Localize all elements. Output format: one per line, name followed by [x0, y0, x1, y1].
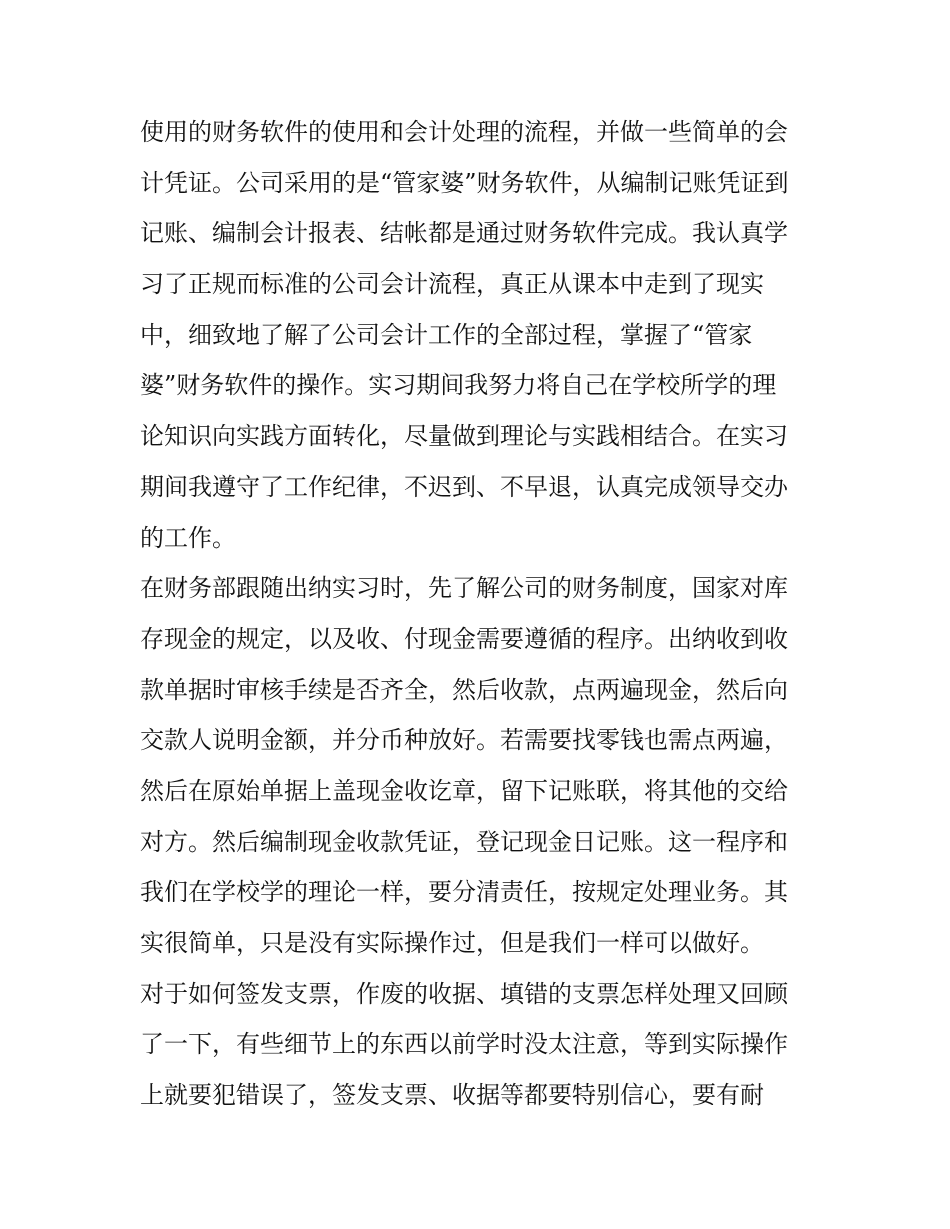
text-line: 习了正规而标准的公司会计流程，真正从课本中走到了现实: [140, 270, 764, 299]
text-line: 中，细致地了解了公司会计工作的全部过程，掌握了“管家: [140, 320, 753, 349]
text-line: 记账、编制会计报表、结帐都是通过财务软件完成。我认真学: [140, 219, 788, 248]
text-line: 使用的财务软件的使用和会计处理的流程，并做一些简单的会: [140, 118, 788, 146]
text-line: 对方。然后编制现金收款凭证，登记现金日记账。这一程序和: [140, 827, 788, 856]
text-line: 论知识向实践方面转化，尽量做到理论与实践相结合。在实习: [140, 422, 788, 451]
text-line: 实很简单，只是没有实际操作过，但是我们一样可以做好。: [140, 929, 764, 957]
text-line: 我们在学校学的理论一样，要分清责任，按规定处理业务。其: [140, 878, 788, 907]
text-line: 期间我遵守了工作纪律，不迟到、不早退，认真完成领导交办: [140, 472, 788, 501]
text-line: 款单据时审核手续是否齐全，然后收款，点两遍现金，然后向: [140, 675, 788, 704]
text-line: 存现金的规定，以及收、付现金需要遵循的程序。出纳收到收: [140, 624, 788, 653]
text-line: 对于如何签发支票，作废的收据、填错的支票怎样处理又回顾: [140, 979, 788, 1008]
text-line: 计凭证。公司采用的是“管家婆”财务软件，从编制记账凭证到: [140, 168, 789, 197]
text-line: 了一下，有些细节上的东西以前学时没太注意，等到实际操作: [140, 1030, 788, 1059]
body-text: [140, 107, 820, 1121]
text-line: 婆”财务软件的操作。实习期间我努力将自己在学校所学的理: [140, 371, 777, 400]
text-line: 在财务部跟随出纳实习时，先了解公司的财务制度，国家对库: [140, 574, 788, 603]
text-line: 上就要犯错误了，签发支票、收据等都要特别信心，要有耐: [140, 1081, 764, 1110]
text-line: 的工作。: [140, 523, 236, 552]
text-line: 交款人说明金额，并分币种放好。若需要找零钱也需点两遍，: [140, 726, 788, 755]
text-line: 然后在原始单据上盖现金收讫章，留下记账联，将其他的交给: [140, 776, 788, 805]
